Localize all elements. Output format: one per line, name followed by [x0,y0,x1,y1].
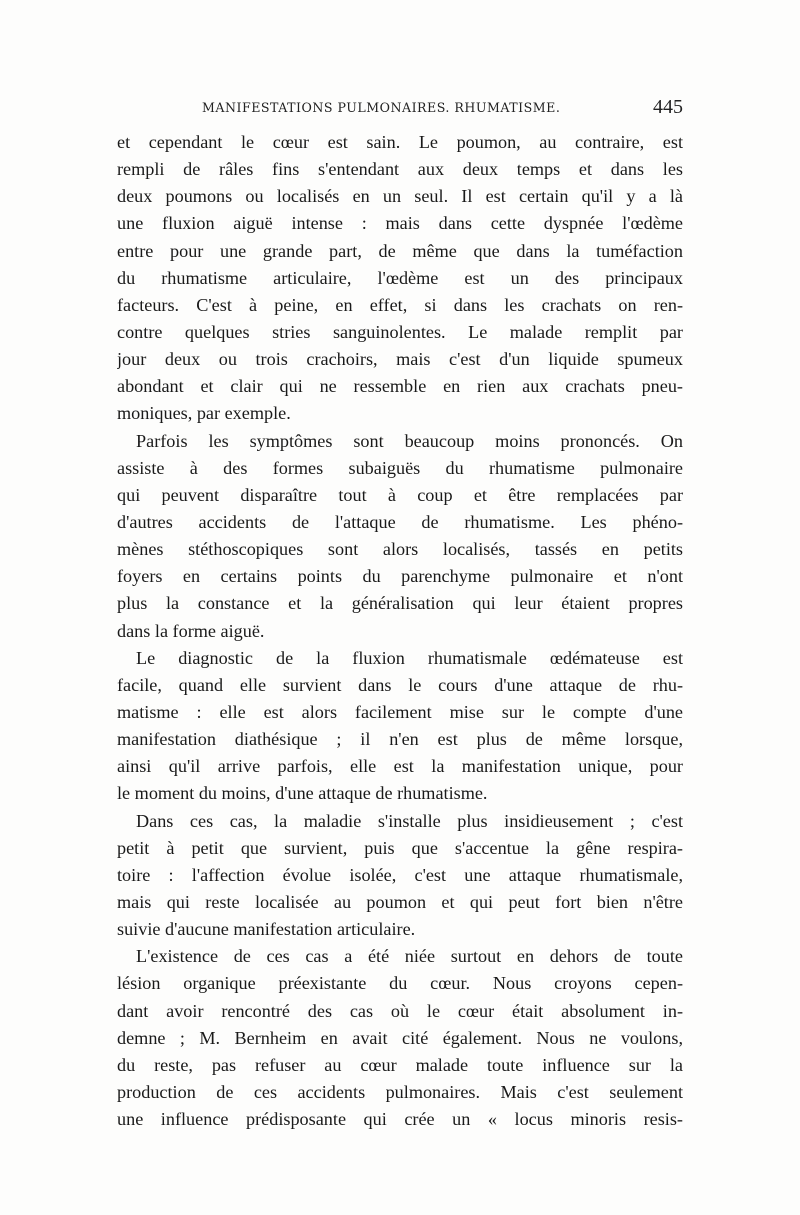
text-line: facile, quand elle survient dans le cours d'une attaque de rhu- [117,674,683,695]
text-line: mènes stéthoscopiques sont alors localisés, tassés en petits [117,539,683,560]
body-text [117,129,683,1133]
text-line: une influence prédisposante qui crée un « locus minoris resis- [117,1109,683,1130]
paragraph-start-line: Parfois les symptômes sont beaucoup moins prononcés. On [136,430,683,451]
text-line: deux poumons ou localisés en un seul. Il est certain qu'il y a là [117,186,683,207]
text-line: le moment du moins, d'une attaque de rhumatisme. [117,783,488,804]
text-line: une fluxion aiguë intense : mais dans cette dyspnée l'œdème [117,213,683,234]
text-line: facteurs. C'est à peine, en effet, si dans les crachats on ren- [117,294,683,315]
text-line: du rhumatisme articulaire, l'œdème est un des principaux [117,267,683,288]
text-line: demne ; M. Bernheim en avait cité également. Nous ne voulons, [117,1027,683,1048]
paragraph-start-line: Dans ces cas, la maladie s'installe plus insidieusement ; c'est [136,810,683,831]
text-line: rempli de râles fins s'entendant aux deux temps et dans les [117,159,683,180]
text-line: lésion organique préexistante du cœur. Nous croyons cepen- [117,973,683,994]
text-line: et cependant le cœur est sain. Le poumon, au contraire, est [117,132,683,152]
text-line: d'autres accidents de l'attaque de rhumatisme. Les phéno- [117,511,683,532]
text-line: foyers en certains points du parenchyme pulmonaire et n'ont [117,566,683,587]
text-line: ainsi qu'il arrive parfois, elle est la manifestation unique, pour [117,756,683,777]
page-number: 445 [653,96,683,118]
text-line: du reste, pas refuser au cœur malade toute influence sur la [117,1054,683,1075]
text-line: matisme : elle est alors facilement mise sur le compte d'une [117,701,683,722]
text-line: production de ces accidents pulmonaires. Mais c'est seulement [117,1081,683,1102]
text-line: abondant et clair qui ne ressemble en rien aux crachats pneu- [117,376,683,397]
text-line: mais qui reste localisée au poumon et qui peut fort bien n'être [117,891,683,912]
paragraph-start-line: Le diagnostic de la fluxion rhumatismale œdémateuse est [136,647,683,668]
text-line: plus la constance et la généralisation qui leur étaient propres [117,593,683,614]
text-line: moniques, par exemple. [117,403,291,424]
text-line: entre pour une grande part, de même que dans la tuméfaction [117,240,683,261]
text-line: jour deux ou trois crachoirs, mais c'est d'un liquide spumeux [117,349,683,370]
text-line: assiste à des formes subaiguës du rhumatisme pulmonaire [117,457,683,478]
running-title: MANIFESTATIONS PULMONAIRES. RHUMATISME. [202,100,561,115]
text-line: suivie d'aucune manifestation articulaire. [117,919,416,940]
text-line: contre quelques stries sanguinolentes. Le malade remplit par [117,321,683,342]
paragraph-start-line: L'existence de ces cas a été niée surtout en dehors de toute [136,946,683,967]
text-line: toire : l'affection évolue isolée, c'est une attaque rhumatismale, [117,864,683,885]
text-line: dant avoir rencontré des cas où le cœur était absolument in- [117,1000,683,1021]
text-line: petit à petit que survient, puis que s'accentue la gêne respira- [117,837,683,858]
text-line: manifestation diathésique ; il n'en est plus de même lorsque, [117,729,683,750]
text-line: qui peuvent disparaître tout à coup et être remplacées par [117,484,683,505]
text-line: dans la forme aiguë. [117,620,265,641]
page-header [117,96,683,120]
